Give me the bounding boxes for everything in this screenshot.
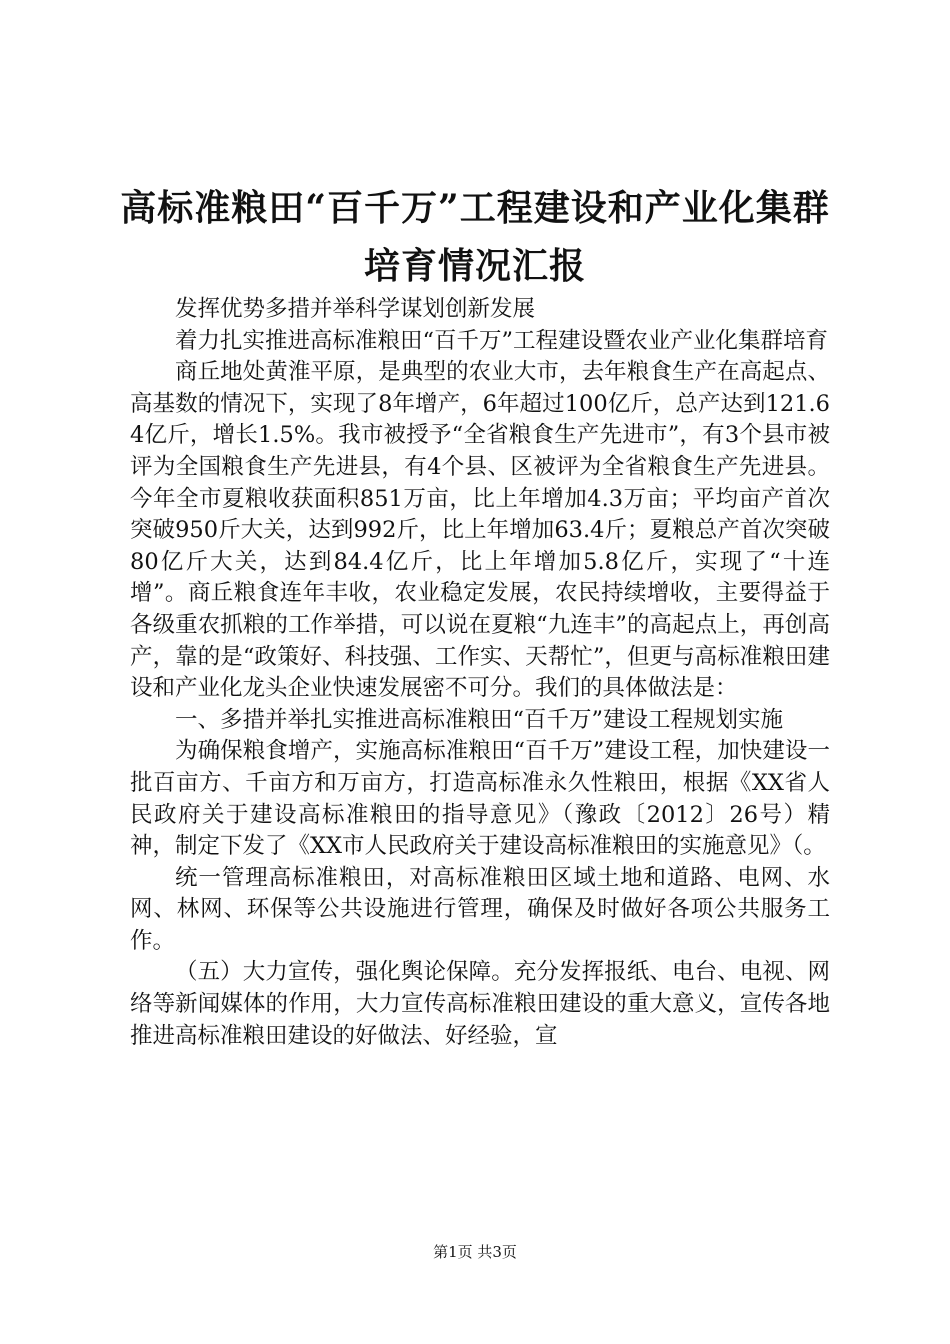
- document-title-line-1: 高标准粮田“百千万”工程建设和产业化集群: [120, 187, 830, 229]
- paragraph-overview: 商丘地处黄淮平原，是典型的农业大市，去年粮食生产在高起点、高基数的情况下，实现了8年增产，6年超过100亿斤，总产达到121.64亿斤，增长1.5%。我市被授予“全省粮食生产先进市”，有3个县市被评为全国粮食生产先进县，有4个县、区被评为全省粮食生产先进县。今年全市夏粮收获面积851万亩，比上年增加4.3万亩；平均亩产首次突破950斤大关，达到992斤，比上年增加63.4斤；夏粮总产首次突破80亿斤大关，达到84.4亿斤，比上年增加5.8亿斤，实现了“十连增”。商丘粮食连年丰收，农业稳定发展，农民持续增收，主要得益于各级重农抓粮的工作举措，可以说在夏粮“九连丰”的高起点上，再创高产，靠的是“政策好、科技强、工作实、天帮忙”，但更与高标准粮田建设和产业化龙头企业快速发展密不可分。我们的具体做法是：: [130, 359, 830, 702]
- paragraph-implementation: 为确保粮食增产，实施高标准粮田“百千万”建设工程，加快建设一批百亩方、千亩方和万亩方，打造高标准永久性粮田，根据《XX省人民政府关于建设高标准粮田的指导意见》（豫政〔2012〕26号）精神，制定下发了《XX市人民政府关于建设高标准粮田的实施意见》（。: [130, 738, 830, 860]
- document-body: [130, 294, 830, 1052]
- page-footer: 第1页 共3页: [433, 1243, 517, 1261]
- paragraph-publicity: （五）大力宣传，强化舆论保障。充分发挥报纸、电台、电视、网络等新闻媒体的作用，大力宣传高标准粮田建设的重大意义，宣传各地推进高标准粮田建设的好做法、好经验，宣: [130, 959, 830, 1049]
- document-title-line-2: 培育情况汇报: [363, 245, 586, 287]
- paragraph-subtitle: 发挥优势多措并举科学谋划创新发展: [175, 296, 536, 322]
- paragraph-heading: 着力扎实推进高标准粮田“百千万”工程建设暨农业产业化集群培育: [175, 327, 829, 354]
- paragraph-management: 统一管理高标准粮田，对高标准粮田区域土地和道路、电网、水网、林网、环保等公共设施进行管理，确保及时做好各项公共服务工作。: [130, 864, 830, 954]
- paragraph-section-one-heading: 一、多措并举扎实推进高标准粮田“百千万”建设工程规划实施: [175, 706, 784, 733]
